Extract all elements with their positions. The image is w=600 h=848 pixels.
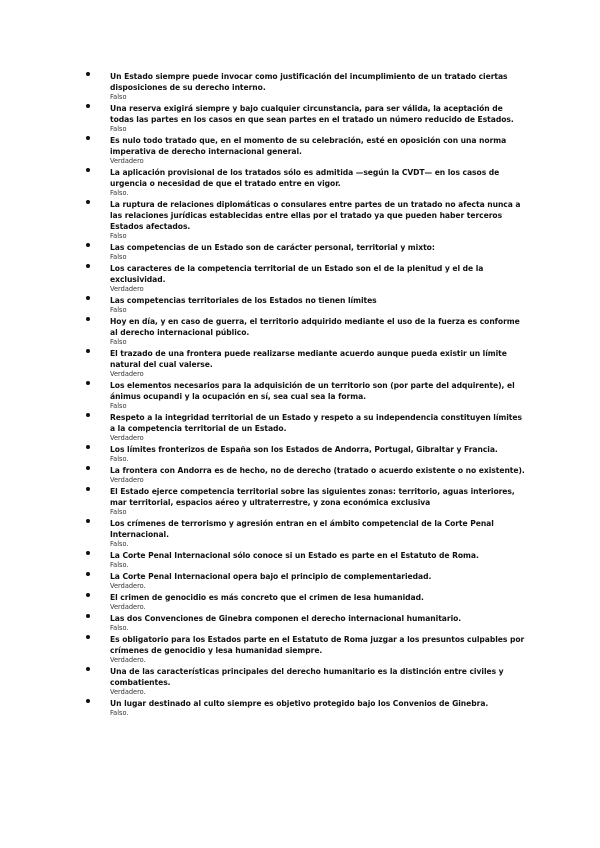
bullet-icon xyxy=(86,614,90,618)
list-item xyxy=(88,666,528,697)
question-text: Los límites fronterizos de España son los Estados de Andorra, Portugal, Gibraltar y Francia. xyxy=(110,445,498,454)
list-item xyxy=(88,295,528,315)
answer-text: Falso. xyxy=(110,561,129,569)
bullet-icon xyxy=(86,317,90,321)
question-text: Un Estado siempre puede invocar como justificación del incumplimiento de un tratado ciertas disposiciones de su derecho interno. xyxy=(110,72,508,92)
list-item xyxy=(88,486,528,517)
bullet-icon xyxy=(86,519,90,523)
bullet-icon xyxy=(86,136,90,140)
question-text: La Corte Penal Internacional sólo conoce si un Estado es parte en el Estatuto de Roma. xyxy=(110,551,479,560)
answer-text: Falso. xyxy=(110,455,129,463)
answer-text: Verdadero xyxy=(110,370,144,378)
list-item xyxy=(88,518,528,549)
question-text: Las dos Convenciones de Ginebra componen el derecho internacional humanitario. xyxy=(110,614,462,623)
bullet-icon xyxy=(86,551,90,555)
answer-text: Falso xyxy=(110,93,127,101)
answer-text: Falso. xyxy=(110,709,129,717)
bullet-icon xyxy=(86,200,90,204)
answer-text: Falso xyxy=(110,253,127,261)
list-item xyxy=(88,135,528,166)
list-item xyxy=(88,698,528,718)
bullet-icon xyxy=(86,264,90,268)
question-text: Una reserva exigirá siempre y bajo cualquier circunstancia, para ser válida, la aceptación de todas las partes en los casos en que sean partes en el tratado un número reducido de Estados. xyxy=(110,104,514,124)
question-text: Un lugar destinado al culto siempre es objetivo protegido bajo los Convenios de Ginebra. xyxy=(110,699,489,708)
answer-text: Falso xyxy=(110,508,127,516)
list-item xyxy=(88,634,528,665)
list-item xyxy=(88,71,528,102)
list-item xyxy=(88,592,528,612)
bullet-icon xyxy=(86,381,90,385)
list-item xyxy=(88,263,528,294)
bullet-icon xyxy=(86,635,90,639)
question-text: Respeto a la integridad territorial de un Estado y respeto a su independencia constituyen límites a la competencia territorial de un Estado. xyxy=(110,413,522,433)
bullet-icon xyxy=(86,243,90,247)
list-item xyxy=(88,412,528,443)
bullet-icon xyxy=(86,572,90,576)
question-answer-list xyxy=(88,71,528,719)
answer-text: Verdadero. xyxy=(110,582,146,590)
answer-text: Verdadero. xyxy=(110,688,146,696)
bullet-icon xyxy=(86,104,90,108)
bullet-icon xyxy=(86,593,90,597)
question-text: Los crímenes de terrorismo y agresión entran en el ámbito competencial de la Corte Penal Internacional. xyxy=(110,519,494,539)
bullet-icon xyxy=(86,413,90,417)
question-text: La frontera con Andorra es de hecho, no de derecho (tratado o acuerdo existente o no existente). xyxy=(110,466,525,475)
bullet-icon xyxy=(86,445,90,449)
list-item xyxy=(88,199,528,241)
list-item xyxy=(88,571,528,591)
answer-text: Falso xyxy=(110,232,127,240)
answer-text: Verdadero xyxy=(110,434,144,442)
answer-text: Falso. xyxy=(110,624,129,632)
answer-text: Falso xyxy=(110,306,127,314)
question-text: El trazado de una frontera puede realizarse mediante acuerdo aunque pueda existir un límite natural del cual valerse. xyxy=(110,349,507,369)
answer-text: Verdadero. xyxy=(110,656,146,664)
question-text: Una de las características principales del derecho humanitario es la distinción entre civiles y combatientes. xyxy=(110,667,504,687)
list-item xyxy=(88,242,528,262)
question-text: El Estado ejerce competencia territorial sobre las siguientes zonas: territorio, aguas interiores, mar territorial, espacios aéreo y ultraterrestre, y zona económica exclusiva xyxy=(110,487,515,507)
answer-text: Falso xyxy=(110,402,127,410)
bullet-icon xyxy=(86,296,90,300)
list-item xyxy=(88,550,528,570)
list-item xyxy=(88,316,528,347)
bullet-icon xyxy=(86,168,90,172)
list-item xyxy=(88,444,528,464)
answer-text: Falso xyxy=(110,338,127,346)
list-item xyxy=(88,613,528,633)
question-text: El crimen de genocidio es más concreto que el crimen de lesa humanidad. xyxy=(110,593,424,602)
list-item xyxy=(88,348,528,379)
question-text: Es nulo todo tratado que, en el momento de su celebración, esté en oposición con una norma imperativa de derecho internacional general. xyxy=(110,136,507,156)
bullet-icon xyxy=(86,699,90,703)
list-item xyxy=(88,465,528,485)
answer-text: Falso xyxy=(110,125,127,133)
answer-text: Verdadero xyxy=(110,476,144,484)
list-item xyxy=(88,380,528,411)
question-text: Es obligatorio para los Estados parte en el Estatuto de Roma juzgar a los presuntos culpables por crímenes de genocidio y lesa humanidad siempre. xyxy=(110,635,525,655)
answer-text: Verdadero. xyxy=(110,603,146,611)
bullet-icon xyxy=(86,72,90,76)
answer-text: Verdadero xyxy=(110,285,144,293)
question-text: Los elementos necesarios para la adquisición de un territorio son (por parte del adquirente), el ánimus ocupandi y la ocupación en sí, sea cual sea la forma. xyxy=(110,381,515,401)
question-text: Los caracteres de la competencia territorial de un Estado son el de la plenitud y el de la exclusividad. xyxy=(110,264,484,284)
question-text: La Corte Penal Internacional opera bajo el principio de complementariedad. xyxy=(110,572,432,581)
question-text: Las competencias territoriales de los Estados no tienen límites xyxy=(110,296,377,305)
list-item xyxy=(88,167,528,198)
bullet-icon xyxy=(86,487,90,491)
question-text: Las competencias de un Estado son de carácter personal, territorial y mixto: xyxy=(110,243,435,252)
question-text: Hoy en día, y en caso de guerra, el territorio adquirido mediante el uso de la fuerza es conforme al derecho internacional público. xyxy=(110,317,520,337)
answer-text: Verdadero xyxy=(110,157,144,165)
answer-text: Falso. xyxy=(110,540,129,548)
question-text: La ruptura de relaciones diplomáticas o consulares entre partes de un tratado no afecta nunca a las relaciones jurídicas establecidas entre ellas por el tratado ya que pueden haber terceros Estados afectados. xyxy=(110,200,521,231)
question-text: La aplicación provisional de los tratados sólo es admitida —según la CVDT— en los casos de urgencia o necesidad de que el tratado entre en vigor. xyxy=(110,168,500,188)
bullet-icon xyxy=(86,349,90,353)
list-item xyxy=(88,103,528,134)
answer-text: Falso. xyxy=(110,189,129,197)
bullet-icon xyxy=(86,667,90,671)
bullet-icon xyxy=(86,466,90,470)
